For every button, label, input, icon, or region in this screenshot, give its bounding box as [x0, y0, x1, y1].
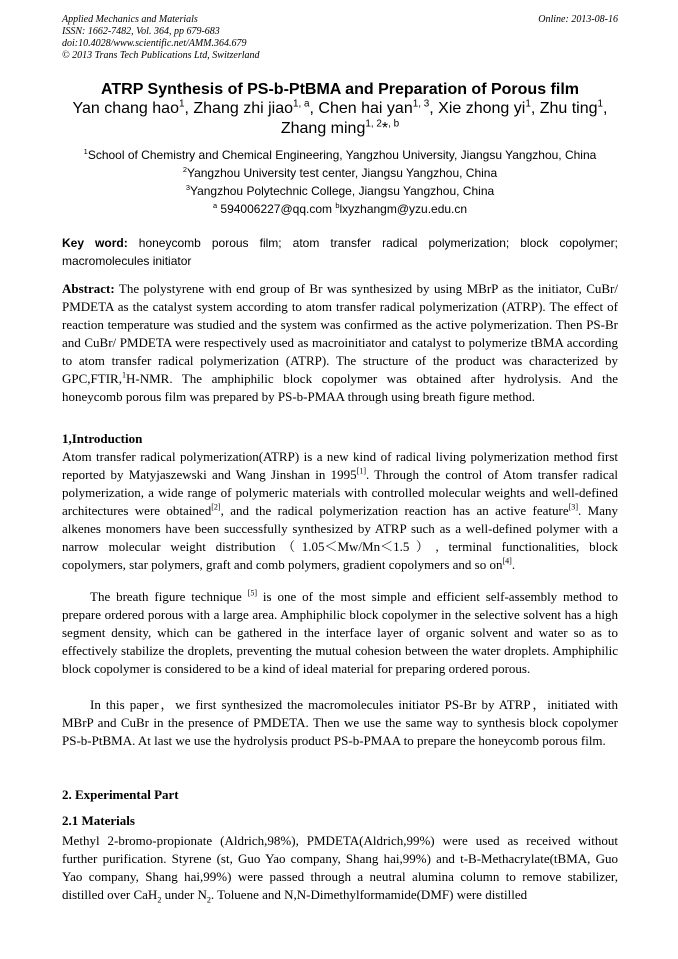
author-affiliation-mark: 1	[178, 98, 185, 110]
affiliations	[62, 146, 618, 218]
email-b[interactable]: lxyzhangm@yzu.edu.cn	[339, 202, 468, 216]
author-name: , Zhu ting	[530, 100, 598, 117]
affiliation-3: $^3$Yangzhou Polytechnic College, Jiangsu Yangzhou, China	[185, 183, 495, 198]
intro-paragraph-1: Atom transfer radical polymerization(ATRP) is a new kind of radical living polymerization method first reported by Matyjaszewski and Wang Jinshan in 1995[1]. Through the control of Atom transfer radical polymerization, a wide range of polymeric materials with controlled molecular weights and well-defined architectures were obtained[2], and the radical polymerization reaction has an active feature[3]. Many alkenes monomers have been successfully synthesized by ATRP such as a well-defined polymer with a narrow molecular weight distribution（1.05＜Mw/Mn＜1.5）, terminal functionalities, block copolymers, star polymers, graft and comb polymers, gradient copolymers and so on[4].	[62, 449, 619, 572]
author-name: Yan chang hao	[72, 100, 179, 117]
citation-1[interactable]: [1]	[356, 466, 367, 476]
issn-line: ISSN: 1662-7482, Vol. 364, pp 679-683	[62, 26, 220, 37]
affiliation-1: $^1$School of Chemistry and Chemical Engineering, Yangzhou University, Jiangsu Yangzhou, China	[83, 147, 597, 162]
author-name: Zhang ming	[280, 120, 366, 137]
corresponding-author-mark: *	[381, 120, 389, 137]
online-date: Online: 2013-08-16	[538, 14, 618, 25]
journal-name: Applied Mechanics and Materials	[62, 14, 198, 25]
copyright-line: © 2013 Trans Tech Publications Ltd, Switzerland	[62, 50, 260, 61]
journal-header	[62, 14, 618, 62]
author-affiliation-mark: 1	[525, 98, 531, 110]
doi-link[interactable]: doi:10.4028/www.scientific.net/AMM.364.679	[62, 38, 247, 49]
email-a[interactable]: 594006227@qq.com	[217, 202, 336, 216]
citation-4[interactable]: [4]	[502, 556, 512, 566]
intro-paragraph-3: In this paper，we first synthesized the macromolecules initiator PS-Br by ATRP，initiated with MBrP and CuBr in the presence of PMDETA. Then we use the same way to synthesis block copolymer PS-b-PtBMA. At last we use the hydrolysis product PS-b-PMAA to prepare the honeycomb porous film.	[62, 697, 618, 748]
citation-3[interactable]: [3]	[568, 502, 579, 512]
author-affiliation-mark: 1	[597, 98, 604, 110]
subsection-heading-materials: 2.1 Materials	[62, 813, 135, 828]
section-heading-introduction: 1,Introduction	[62, 431, 143, 446]
materials-paragraph: Methyl 2-bromo-propionate (Aldrich,98%), PMDETA(Aldrich,99%) were used as received without further purification. Styrene (st, Guo Yao company, Shang hai,99%) and t-B-Methacrylate(tBMA, Guo Yao company, Shang hai,99%) were passed through a neutral alumina column to remove stabilizer, distilled over CaH$_2$ under $N_2$. Toluene and N,N-Dimethylformamide(DMF) were distilled	[62, 833, 618, 905]
abstract-label: Abstract:	[62, 281, 115, 296]
section-heading-experimental: 2. Experimental Part	[62, 787, 179, 802]
author-affiliation-mark: 1, 2	[365, 118, 382, 130]
email-line: $^a$ 594006227@qq.com $^b$lxyzhangm@yzu.edu.cn	[212, 201, 468, 216]
abstract: Abstract: The polystyrene with end group of Br was synthesized by using MBrP as the initiator, CuBr/ PMDETA as the catalyst system according to atom transfer radical polymerization (ATRP). The effect of reaction temperature was studied and the system was confirmed as the active polymerization. Then PS-Br and CuBr/ PMDETA were respectively used as macroinitiator and catalyst to polymerize tBMA according to atom transfer radical polymerization (ATRP). The structure of the product was characterized by GPC,FTIR,$^1$H-NMR. The amphiphilic block copolymer was obtained after hydrolysis. And the honeycomb porous film was prepared by PS-b-PMAA through using breath figure method.	[62, 281, 618, 404]
author-name: , Xie zhong yi	[429, 100, 526, 117]
affiliation-2: $^2$Yangzhou University test center, Jiangsu Yangzhou, China	[182, 165, 498, 180]
citation-5[interactable]: [5]	[247, 588, 258, 598]
author-name: , Zhang zhi jiao	[184, 100, 293, 117]
author-affiliation-mark: 1, a	[293, 98, 310, 110]
keywords	[62, 234, 618, 270]
author-list: Yan chang hao$^1$, Zhang zhi jiao$^{1, a}$, Chen hai yan$^{1, 3}$, Xie zhong $yi^1$, Zhu ting$^1$, Zhang ming$^{1, 2}$*$^{, b}$	[72, 98, 608, 137]
author-affiliation-mark: 1, 3	[412, 98, 430, 110]
keywords-label: Key word:	[62, 236, 128, 250]
paper-title: ATRP Synthesis of PS-b-PtBMA and Preparation of Porous film	[101, 81, 579, 98]
intro-paragraph-2: The breath figure technique [5] is one of the most simple and efficient self-assembly method to prepare ordered porous with a large area. Amphiphilic block copolymer in the selective solvent has a high segment density, which can be gathered in the interface layer of organic solvent and water so as to effectively stabilize the droplets, preventing the mutual cohesion between the water droplets. Amphiphilic block copolymer is considered to be a kind of ideal material for preparing ordered porous.	[62, 588, 618, 676]
author-name: , Chen hai yan	[309, 100, 413, 117]
author-email-mark: , b	[388, 118, 400, 130]
citation-2[interactable]: [2]	[211, 502, 221, 512]
keywords-text: honeycomb porous film; atom transfer radical polymerization; block copolymer; macromolecules initiator	[62, 236, 619, 268]
